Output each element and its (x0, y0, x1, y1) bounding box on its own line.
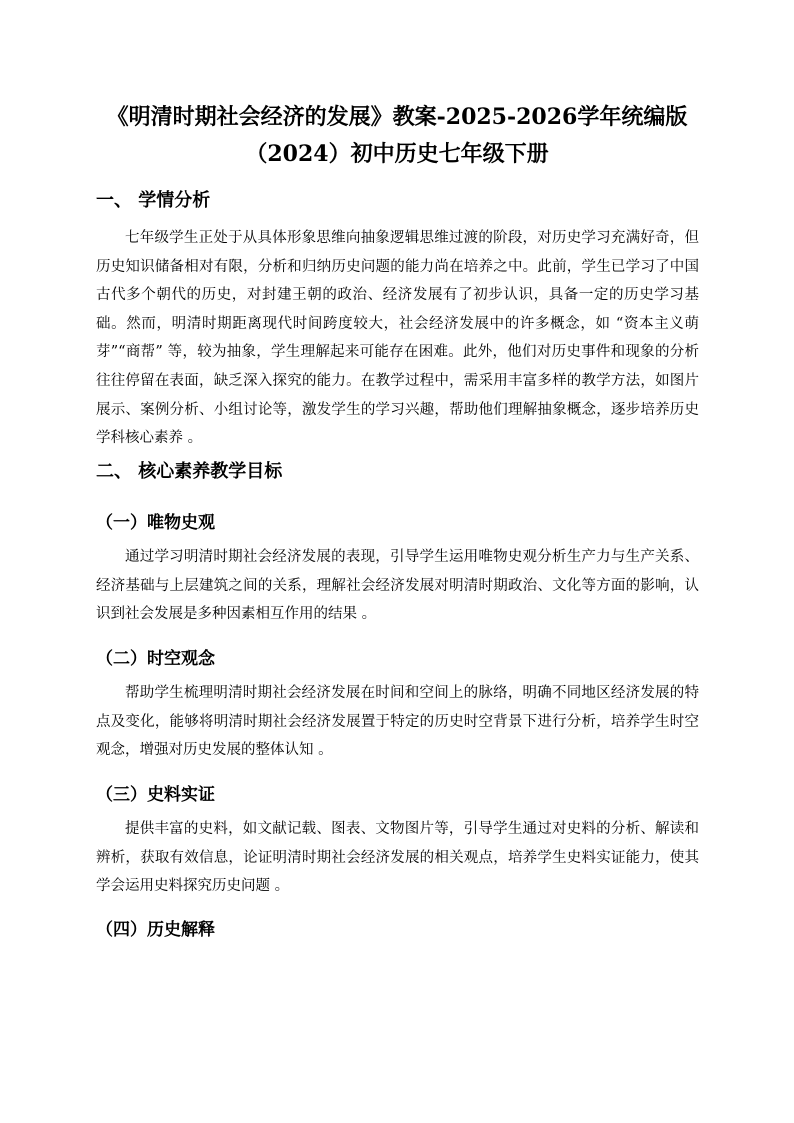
section-heading-core-literacy-goals: 二、 核心素养教学目标 (96, 461, 283, 482)
subsection-heading-historical-materialism: （一）唯物史观 (96, 513, 215, 533)
document-title-line-2: （2024）初中历史七年级下册 (245, 141, 549, 167)
subsection-body-historical-evidence: 提供丰富的史料，如文献记载、图表、文物图片等，引导学生通过对史料的分析、解读和辨析，获取有效信息，论证明清时期社会经济发展的相关观点，培养学生史料实证能力，使其学会运用史料探究历史问题 。 (96, 821, 699, 895)
subsection-body-space-time-concept: 帮助学生梳理明清时期社会经济发展在时间和空间上的脉络，明确不同地区经济发展的特点及变化，能够将明清时期社会经济发展置于特定的历史时空背景下进行分析，培养学生时空观念，增强对历史发展的整体认知 。 (96, 685, 699, 759)
section-heading-learning-analysis: 一、 学情分析 (96, 190, 211, 211)
subsection-body-historical-materialism: 通过学习明清时期社会经济发展的表现，引导学生运用唯物史观分析生产力与生产关系、经济基础与上层建筑之间的关系，理解社会经济发展对明清时期政治、文化等方面的影响，认识到社会发展是多种因素相互作用的结果 。 (96, 549, 699, 623)
subsection-heading-space-time-concept: （二）时空观念 (96, 649, 215, 669)
document-title-line-1: 《明清时期社会经济的发展》教案-2025-2026学年统编版 (106, 104, 688, 130)
subsection-heading-historical-evidence: （三）史料实证 (96, 785, 215, 805)
subsection-heading-historical-interpretation: （四）历史解释 (96, 920, 215, 940)
section-body-learning-analysis: 七年级学生正处于从具体形象思维向抽象逻辑思维过渡的阶段，对历史学习充满好奇，但历史知识储备相对有限，分析和归纳历史问题的能力尚在培养之中。此前，学生已学习了中国古代多个朝代的历史，对封建王朝的政治、经济发展有了初步认识，具备一定的历史学习基础。然而，明清时期距离现代时间跨度较大，社会经济发展中的许多概念，如 “资本主义萌芽”“商帮” 等，较为抽象，学生理解起来可能存在困难。此外，他们对历史事件和现象的分析往往停留在表面，缺乏深入探究的能力。在教学过程中，需采用丰富多样的教学方法，如图片展示、案例分析、小组讨论等，激发学生的学习兴趣，帮助他们理解抽象概念，逐步培养历史学科核心素养 。 (96, 230, 699, 447)
